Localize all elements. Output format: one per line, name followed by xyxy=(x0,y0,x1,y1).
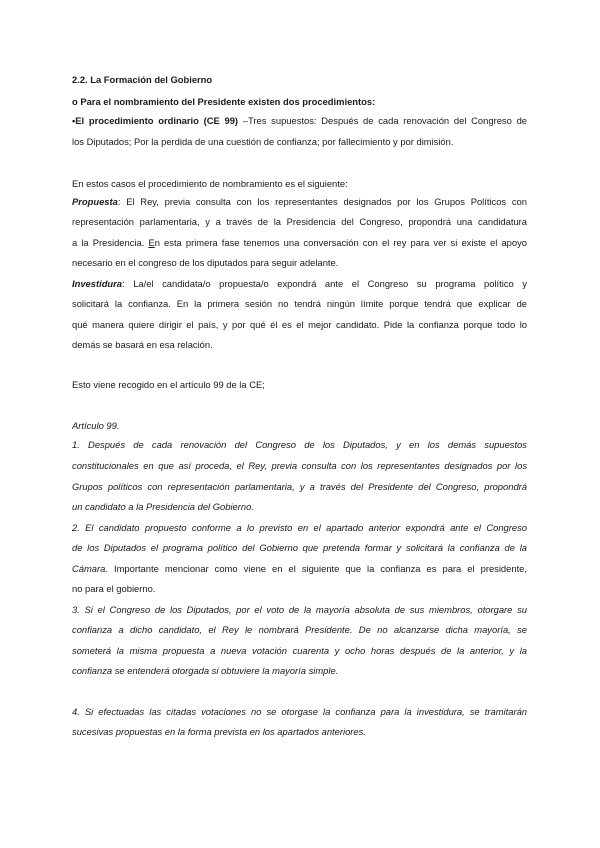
articulo-note-line2: no para el gobierno. xyxy=(72,583,156,594)
articulo-p1-line1: 1. Después de cada renovación del Congreso de los Diputados, y en los demás supuestos xyxy=(72,439,527,450)
investidura-line3: qué manera quiere dirigir el país, y por qué él es el mejor candidato. Pide la confianza porque todo lo xyxy=(72,319,527,330)
articulo-title: Artículo 99. xyxy=(72,420,120,431)
articulo-p1-line4: un candidato a la Presidencia del Gobierno. xyxy=(72,501,254,512)
propuesta-label: Propuesta xyxy=(72,196,118,207)
propuesta-line3 xyxy=(72,236,527,249)
investidura-line4: demás se basará en esa relación. xyxy=(72,339,213,350)
articulo-p1-line2: constitucionales en que así proceda, el Rey, previa consulta con los representantes designados por los xyxy=(72,460,527,471)
ordinary-procedure-line2: los Diputados; Por la perdida de una cuestión de confianza; por fallecimiento y por dimisión. xyxy=(72,136,454,147)
articulo-p3-line4: confianza se entenderá otorgada si obtuviere la mayoría simple. xyxy=(72,665,339,676)
propuesta-line4: necesario en el congreso de los diputados para seguir adelante. xyxy=(72,257,339,268)
articulo-p4-line1: 4. Si efectuadas las citadas votaciones no se otorgase la confianza para la investidura, se tramitarán xyxy=(72,706,527,717)
articulo-note: Importante mencionar como viene en el siguiente que la confianza es para el presidente, xyxy=(107,563,527,574)
investidura-line1 xyxy=(72,277,527,290)
propuesta-line3-start: a la Presidencia. xyxy=(72,237,149,248)
investidura-text: : La/el candidata/o propuesta/o expondrá ante el Congreso su programa político y xyxy=(122,278,527,289)
ordinary-procedure-line1 xyxy=(72,114,527,127)
articulo-p2-line1: 2. El candidato propuesto conforme a lo previsto en el apartado anterior expondrá ante el Congreso xyxy=(72,522,527,533)
articulo-p3-line2: confianza a dicho candidato, el Rey le nombrará Presidente. De no alcanzarse dicha mayoría, se xyxy=(72,624,527,635)
articulo-p3-line1: 3. Si el Congreso de los Diputados, por el voto de la mayoría absoluta de sus miembros, otorgare su xyxy=(72,604,527,615)
propuesta-line2: representación parlamentaria, y a través de la Presidencia del Congreso, propondrá una candidatura xyxy=(72,216,527,227)
propuesta-underlined-letter: E xyxy=(148,237,155,248)
articulo-camara: Cámara. xyxy=(72,563,108,574)
ordinary-procedure-text: –Tres supuestos: Después de cada renovación del Congreso de xyxy=(238,115,527,126)
articulo-p3-line3: someterá la misma propuesta a nueva votación cuarenta y ocho horas después de la anterior, y la xyxy=(72,645,527,656)
propuesta-line3-end: n esta primera fase tenemos una conversación con el rey para ver si existe el apoyo xyxy=(154,237,527,248)
recogido-line: Esto viene recogido en el artículo 99 de la CE; xyxy=(72,379,265,390)
propuesta-text: : El Rey, previa consulta con los representantes designados por los Grupos Políticos con xyxy=(117,196,527,207)
articulo-p4-line2: sucesivas propuestas en la forma prevista en los apartados anteriores. xyxy=(72,726,366,737)
section-heading: 2.2. La Formación del Gobierno xyxy=(72,74,213,85)
articulo-p2-line2: de los Diputados el programa político del Gobierno que pretenda formar y solicitará la confianza de la xyxy=(72,542,527,553)
investidura-line2: solicitará la confianza. En la primera sesión no tendrá ningún límite porque tendrá que explicar de xyxy=(72,298,527,309)
ordinary-procedure-label: •El procedimiento ordinario (CE 99) xyxy=(72,115,239,126)
articulo-p2-line3 xyxy=(72,562,527,575)
articulo-p1-line3: Grupos políticos con representación parlamentaria, y a través del Presidente del Congreso, propondrá xyxy=(72,481,527,492)
investidura-label: Investidura xyxy=(72,278,123,289)
propuesta-line1 xyxy=(72,195,527,208)
intro-line: En estos casos el procedimiento de nombramiento es el siguiente: xyxy=(72,178,348,189)
section-subheading: o Para el nombramiento del Presidente existen dos procedimientos: xyxy=(72,96,376,107)
